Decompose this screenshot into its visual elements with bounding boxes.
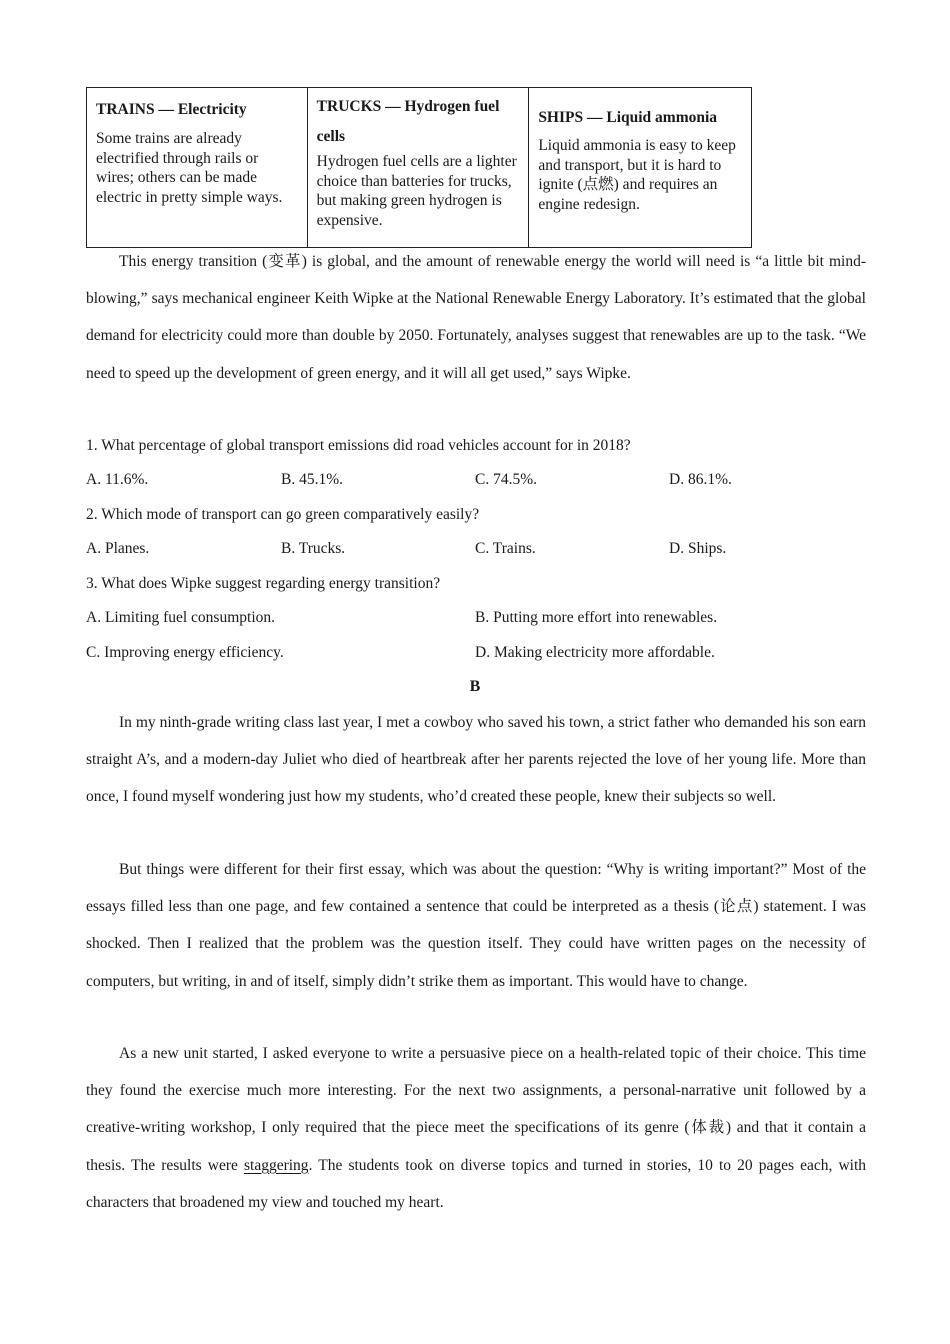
cell-title: TRAINS — Electricity — [96, 101, 247, 118]
table-cell-trains — [87, 88, 308, 248]
section-b-heading: B — [469, 678, 481, 695]
q3-option-a: A. Limiting fuel consumption. — [86, 609, 275, 626]
q2-option-a: A. Planes. — [86, 540, 150, 557]
cell-title: TRUCKS — Hydrogen fuel cells — [316, 98, 500, 145]
q1-option-d: D. 86.1%. — [669, 471, 732, 488]
q2-option-c: C. Trains. — [475, 540, 536, 557]
q3-option-c: C. Improving energy efficiency. — [86, 644, 284, 661]
section-b-paragraph-3 — [86, 1035, 866, 1221]
cell-body: Liquid ammonia is easy to keep and transport, but it is hard to ignite (点燃) and requires an engine redesign. — [538, 137, 736, 213]
cell-body: Hydrogen fuel cells are a lighter choice than batteries for trucks, but making green hydrogen is expensive. — [316, 153, 517, 229]
question-3-stem: 3. What does Wipke suggest regarding energy transition? — [86, 575, 441, 592]
q1-option-c: C. 74.5%. — [475, 471, 537, 488]
q3-option-b: B. Putting more effort into renewables. — [475, 609, 718, 626]
q2-option-d: D. Ships. — [669, 540, 727, 557]
section-b-paragraph-2: But things were different for their first essay, which was about the question: “Why is writing important?” Most of the essays filled less than one page, and few contained a sentence that could be interpreted as a thesis (论点) statement. I was shocked. Then I realized that the problem was the question itself. They could have written pages on the necessity of computers, but writing, in and of itself, simply didn’t strike them as important. This would have to change. — [86, 861, 866, 990]
paragraph-energy-transition: This energy transition (变革) is global, and the amount of renewable energy the world will need is “a little bit mind-blowing,” says mechanical engineer Keith Wipke at the National Renewable Energy Laboratory. It’s estimated that the global demand for electricity could more than double by 2050. Fortunately, analyses suggest that renewables are up to the task. “We need to speed up the development of green energy, and it will all get used,” says Wipke. — [86, 253, 866, 382]
question-2-stem: 2. Which mode of transport can go green comparatively easily? — [86, 506, 480, 523]
table-cell-trucks — [307, 88, 529, 248]
q1-option-a: A. 11.6%. — [86, 471, 149, 488]
cell-title: SHIPS — Liquid ammonia — [538, 109, 718, 126]
transport-info-table — [86, 87, 752, 248]
paragraph-3-text-before: As a new unit started, I asked everyone to write a persuasive piece on a health-related topic of their choice. This time they found the exercise much more interesting. For the next two assignments, a personal-narrative unit followed by a creative-writing workshop, I only required that the piece meet the specifications of its genre (体裁) and that it contain a thesis. The results were — [86, 1045, 866, 1174]
underlined-word-staggering: staggering — [243, 1156, 309, 1174]
paragraph-3-text-after: . The students took on diverse topics and turned in stories, 10 to 20 pages each, with characters that broadened my view and touched my heart. — [86, 1156, 866, 1211]
cell-body: Some trains are already electrified through rails or wires; others can be made electric in pretty simple ways. — [96, 130, 283, 206]
table-cell-ships — [529, 88, 752, 248]
q3-option-d: D. Making electricity more affordable. — [475, 644, 715, 661]
question-1-stem: 1. What percentage of global transport emissions did road vehicles account for in 2018? — [86, 437, 631, 454]
section-b-paragraph-1: In my ninth-grade writing class last year, I met a cowboy who saved his town, a strict father who demanded his son earn straight A’s, and a modern-day Juliet who died of heartbreak after her parents rejected the love of her young life. More than once, I found myself wondering just how my students, who’d created these people, knew their subjects so well. — [86, 714, 866, 806]
q2-option-b: B. Trucks. — [281, 540, 346, 557]
q1-option-b: B. 45.1%. — [281, 471, 343, 488]
